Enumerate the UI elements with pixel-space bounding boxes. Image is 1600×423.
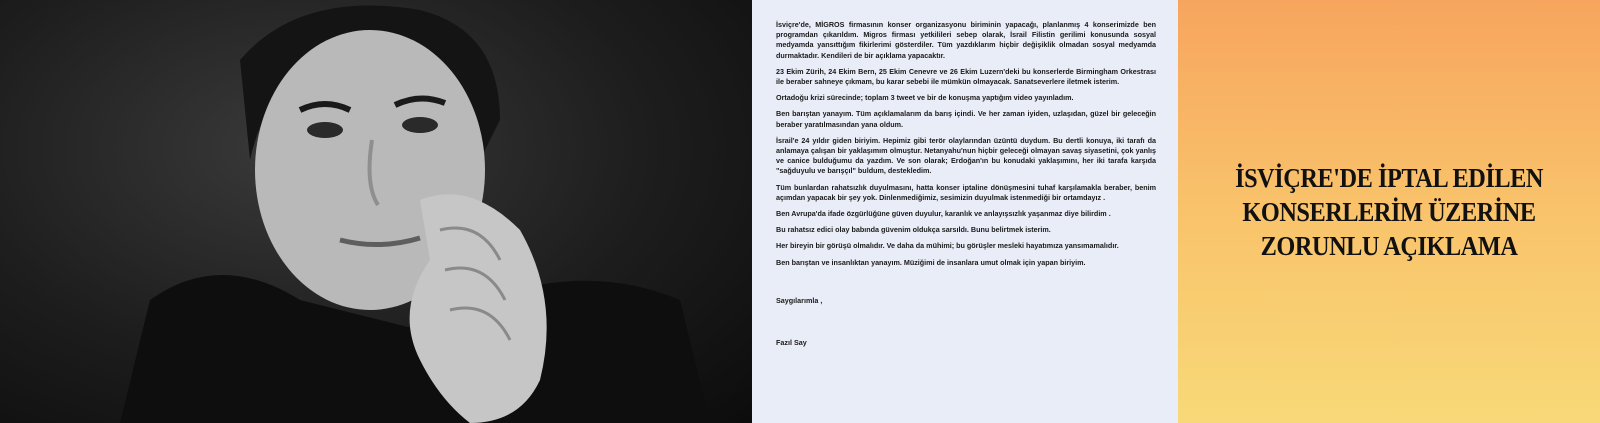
statement-letter <box>752 0 1178 423</box>
letter-paragraph: İsviçre'de, MİGROS firmasının konser organizasyonu biriminin yapacağı, planlanmış 4 konserimizde ben programdan çıkarıldım. Migros firması yetkilileri sebep olarak, İsrail Filistin gerilimi konusunda sosyal medyamda yansıttığım fikirlerimi gösterdiler. Tüm yazdıklarım hiçbir değişiklik olmadan sosyal medyamda durmaktadır. Kendileri de bir açıklama yapacaktır. <box>776 20 1156 60</box>
portrait-illustration <box>0 0 752 423</box>
letter-paragraph: 23 Ekim Zürih, 24 Ekim Bern, 25 Ekim Cenevre ve 26 Ekim Luzern'deki bu konserlerde Birmingham Orkestrası ile beraber sahneye çıkmam, bu karar sebebi ile mümkün olmayacak. Sanatseverlere iletmek isterim. <box>776 66 1156 87</box>
letter-closing: Saygılarımla , <box>776 295 823 305</box>
letter-paragraph: Her bireyin bir görüşü olmalıdır. Ve daha da mühimi; bu görüşler mesleki hayatımıza yansımamalıdır. <box>776 241 1119 251</box>
headline-line-2: KONSERLERİM ÜZERİNE <box>1242 196 1536 227</box>
letter-paragraph: İsrail'e 24 yıldır giden biriyim. Hepimiz gibi terör olaylarından üzüntü duydum. Bu dertli konuya, iki tarafı da anlamaya çalışan bir yaklaşımım olmuştur. Netanyahu'nun hiçbir geleceği olmayan savaş siyasetini, çok yanlış ve canice bulduğumu da yazdım. Ve son olarak; Erdoğan'ın bu konudaki yaklaşımını, her iki tarafa karşıda "sağduyulu ve barışçıl" buldum, destekledim. <box>776 135 1156 176</box>
letter-signature: Fazıl Say <box>776 338 807 348</box>
headline-panel <box>1178 0 1600 423</box>
headline-title <box>1235 161 1543 263</box>
letter-paragraph: Ben Avrupa'da ifade özgürlüğüne güven duyulur, karanlık ve anlayışsızlık yaşanmaz diye bilirdim . <box>776 209 1111 219</box>
headline-line-1: İSVİÇRE'DE İPTAL EDİLEN <box>1235 162 1543 193</box>
right-eye <box>402 117 438 133</box>
portrait-photo <box>0 0 752 423</box>
letter-paragraph: Tüm bunlardan rahatsızlık duyulmasını, hatta konser iptaline dönüşmesini tuhaf karşılamakla beraber, benim açımdan yapacak bir şey yok. Dinlenmediğimiz, sesimizin duyulmak istenmediği bir ortamdayız . <box>776 182 1156 202</box>
letter-paragraph: Ben barıştan ve insanlıktan yanayım. Müziğimi de insanlara umut olmak için yapan biriyim. <box>776 257 1086 267</box>
left-eye <box>307 122 343 138</box>
letter-paragraph: Ben barıştan yanayım. Tüm açıklamalarım da barış içindi. Ve her zaman iyiden, uzlaşıdan, güzel bir geleceğin beraber yaratılmasından yana oldum. <box>776 109 1156 129</box>
headline-line-3: ZORUNLU AÇIKLAMA <box>1260 230 1518 261</box>
letter-paragraph: Ortadoğu krizi sürecinde; toplam 3 tweet ve bir de konuşma yaptığım video yayınladım. <box>776 93 1074 103</box>
letter-paragraph: Bu rahatsız edici olay babında güvenim oldukça sarsıldı. Bunu belirtmek isterim. <box>776 225 1051 235</box>
